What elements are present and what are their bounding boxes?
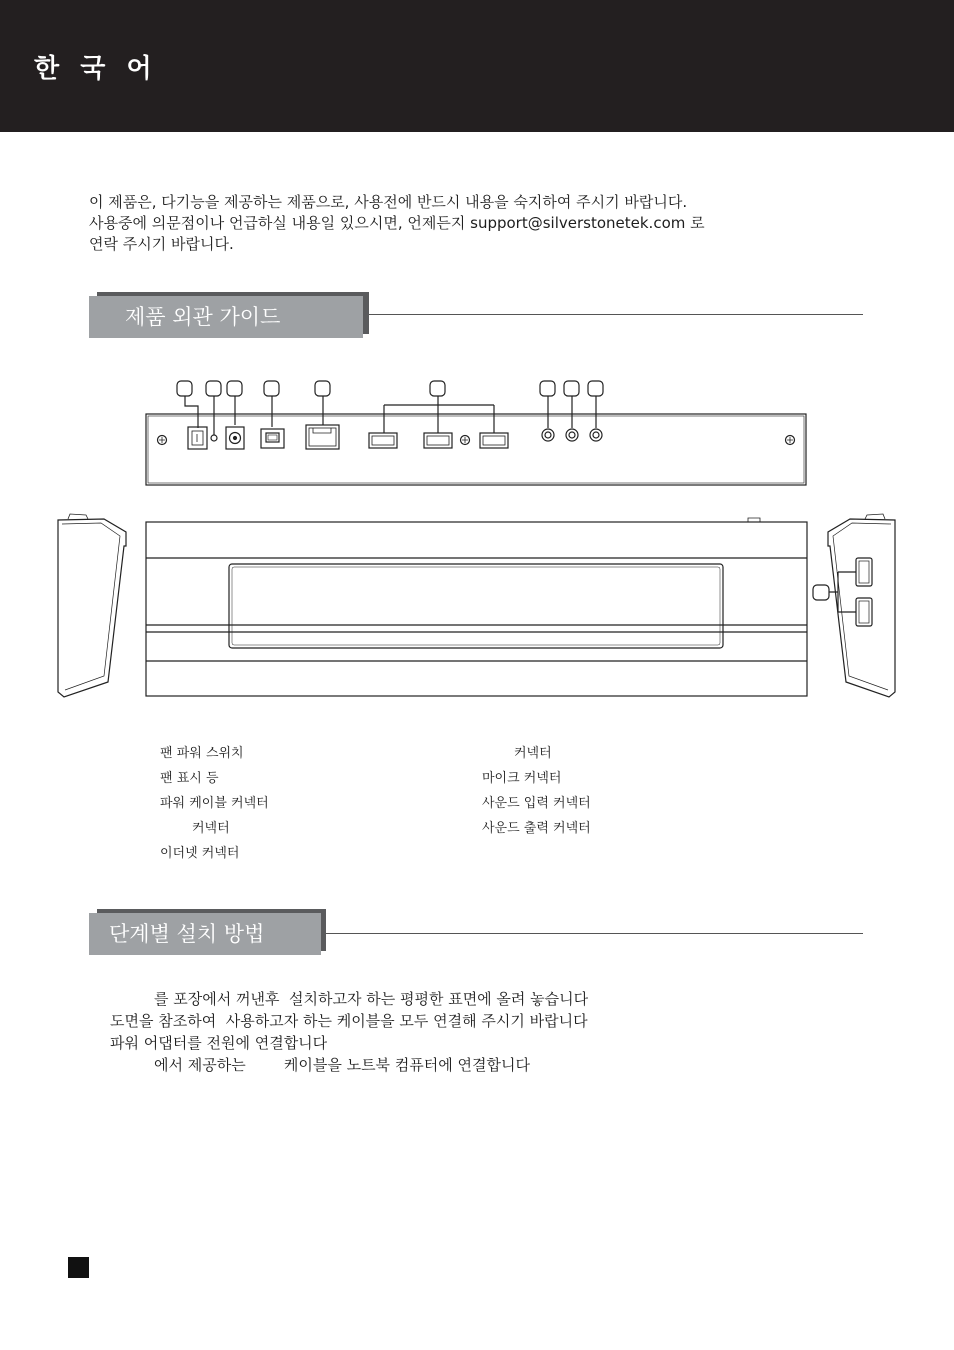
legend-item: 커넥터 xyxy=(514,746,552,761)
page-title: 한 국 어 xyxy=(34,54,153,84)
product-diagram xyxy=(0,370,954,710)
step-line: 파워 어댑터를 전원에 연결합니다 xyxy=(110,1034,328,1052)
intro-line: 연락 주시기 바랍니다. xyxy=(89,235,234,253)
section-title-appearance: 제품 외관 가이드 xyxy=(89,296,363,338)
section-header-installation xyxy=(89,913,864,955)
section-divider xyxy=(369,314,863,315)
callout-markers xyxy=(177,381,603,396)
legend-item: 커넥터 xyxy=(192,821,230,836)
intro-line: 사용중에 의문점이나 언급하실 내용일 있으시면, 언제든지 support@silverstonetek.com 로 xyxy=(89,214,705,232)
step-line: 도면을 참조하여 사용하고자 하는 케이블을 모두 연결해 주시기 바랍니다 xyxy=(110,1012,588,1030)
legend-item: 팬 표시 등 xyxy=(160,771,219,786)
intro-line: 이 제품은, 다기능을 제공하는 제품으로, 사용전에 반드시 내용을 숙지하여 주시기 바랍니다. xyxy=(89,193,688,211)
intro-paragraph xyxy=(89,192,859,255)
legend-item: 파워 케이블 커넥터 xyxy=(160,796,269,811)
legend-item: 사운드 입력 커넥터 xyxy=(482,796,591,811)
page-header xyxy=(0,0,954,132)
legend-item: 사운드 출력 커넥터 xyxy=(482,821,591,836)
page-marker xyxy=(68,1257,89,1278)
section-title-installation: 단계별 설치 방법 xyxy=(89,913,321,955)
section-header-appearance xyxy=(89,296,864,338)
section-divider xyxy=(326,933,863,934)
legend-item: 마이크 커넥터 xyxy=(482,771,562,786)
step-line: 를 포장에서 꺼낸후 설치하고자 하는 평평한 표면에 올려 놓습니다 xyxy=(154,990,589,1008)
step-line: 에서 제공하는 케이블을 노트북 컴퓨터에 연결합니다 xyxy=(154,1056,530,1074)
legend-left xyxy=(160,741,269,866)
legend-right xyxy=(482,741,591,841)
legend-item: 팬 파워 스위치 xyxy=(160,746,244,761)
legend-item: 이더넷 커넥터 xyxy=(160,846,240,861)
installation-steps xyxy=(110,988,588,1076)
